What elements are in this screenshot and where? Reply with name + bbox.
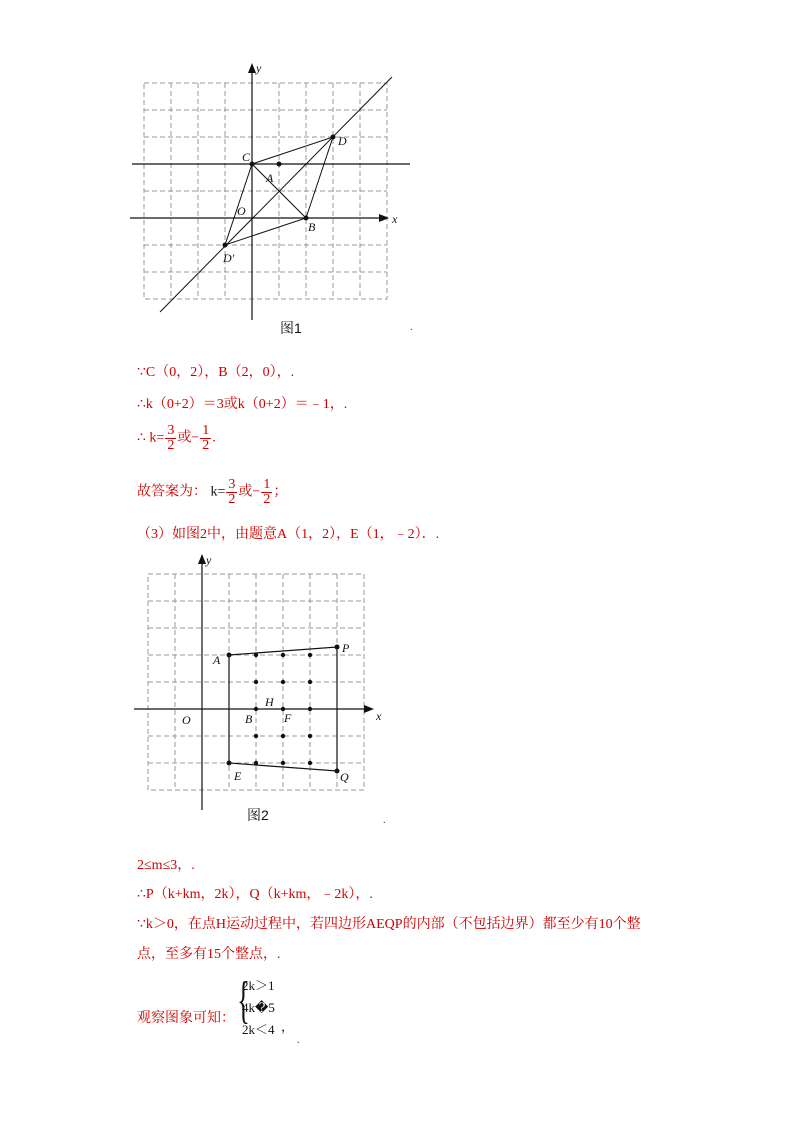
figure-2-point-a: [227, 653, 232, 658]
system-row-3: 2k＜4: [242, 1022, 275, 1037]
figure-1-label-b: B: [308, 220, 316, 234]
figure-2-point-q: [335, 769, 340, 774]
text-line-1: ∵C（0，2），B（2，0），.: [137, 365, 295, 380]
system-row-1: 2k＞1: [242, 978, 275, 993]
fraction-numerator: 1: [202, 423, 210, 438]
figure-1-point-a: [277, 162, 282, 167]
figure-1-y-arrow: [248, 63, 256, 73]
text-line-10: 观察图象可知：: [137, 1011, 235, 1026]
figure-2-label-y: y: [206, 553, 212, 567]
figure-1-trailing-dot: .: [410, 322, 413, 333]
figure-1-label-dprime: D′: [223, 251, 235, 265]
fraction-denominator: 2: [202, 438, 210, 453]
figure-1: [130, 55, 420, 320]
figure-2-label-q: Q: [340, 770, 349, 784]
figure-1-point-dprime: [223, 243, 228, 248]
fraction-denominator: 2: [167, 438, 175, 453]
figure-2-y-arrow: [198, 554, 206, 564]
figure-2-svg: [130, 548, 390, 810]
figure-2-label-a: A: [213, 653, 221, 667]
text-line-8: ∵k＞0，在点H运动过程中，若四边形AEQP的内部（不包括边界）都至少有10个整: [137, 917, 641, 932]
figure-1-label-y: y: [256, 61, 262, 75]
fraction-numerator: 3: [167, 423, 175, 438]
text-line-4-prefix: 故答案为：: [137, 484, 207, 500]
text-line-6: 2≤m≤3，.: [137, 858, 195, 873]
fraction-numerator: 1: [263, 477, 271, 492]
figure-1-point-c: [250, 162, 255, 167]
system-end: ，: [281, 1019, 295, 1034]
figure-2-label-f: F: [284, 711, 292, 725]
figure-1-label-c: C: [242, 150, 251, 164]
text-line-5: （3）如图2中，由题意A（1，2），E（1，﹣2）．.: [137, 527, 440, 542]
system-brace: {: [237, 972, 250, 1029]
fraction-3-2: [165, 424, 176, 453]
text-line-3: [137, 424, 216, 453]
fraction-denominator: 2: [263, 492, 271, 507]
text-line-3-prefix: ∴ k=: [137, 430, 165, 446]
figure-1-point-d: [331, 135, 336, 140]
figure-1-label-a: A: [266, 171, 274, 185]
text-line-4-k: k=: [210, 484, 226, 500]
figure-2-caption: 图2: [247, 807, 269, 823]
figure-2-point-e: [227, 761, 232, 766]
figure-2-x-arrow: [364, 705, 374, 713]
figure-1-label-o: O: [237, 204, 246, 218]
figure-1-diagonal-line: [160, 77, 392, 312]
figure-2-label-e: E: [234, 769, 242, 783]
figure-2-label-h: H: [265, 695, 274, 709]
text-line-4-or: 或−: [238, 484, 261, 500]
figure-2-label-o: O: [182, 713, 191, 727]
text-line-3-end: .: [212, 430, 216, 446]
figure-1-grid: [144, 83, 387, 299]
figure-1-label-d: D: [338, 134, 347, 148]
fraction-3-2: [226, 478, 237, 507]
figure-2: [130, 548, 390, 810]
figure-1-label-x: x: [392, 212, 398, 226]
fraction-denominator: 2: [228, 492, 236, 507]
text-line-7: ∴P（k+km，2k），Q（k+km，﹣2k），.: [137, 887, 373, 902]
system-trailing-dot: .: [297, 1035, 300, 1046]
figure-1-svg: [130, 55, 420, 320]
fraction-numerator: 3: [228, 477, 236, 492]
figure-2-trailing-dot: .: [383, 815, 386, 826]
figure-2-label-x: x: [376, 709, 382, 723]
fraction-1-2: [261, 478, 272, 507]
text-line-4: [137, 478, 287, 507]
text-line-9: 点，至多有15个整点，.: [137, 947, 281, 962]
figure-1-caption: 图1: [280, 320, 302, 336]
figure-2-point-p: [335, 645, 340, 650]
system-row-2: 4k�5: [242, 1000, 275, 1015]
fraction-1-2: [200, 424, 211, 453]
text-line-3-or: 或−: [177, 430, 200, 446]
text-line-2: ∴k（0+2）＝3或k（0+2）＝﹣1，.: [137, 397, 348, 412]
figure-2-label-b: B: [245, 712, 253, 726]
figure-2-label-p: P: [342, 641, 350, 655]
text-line-4-end: ；: [273, 484, 288, 500]
